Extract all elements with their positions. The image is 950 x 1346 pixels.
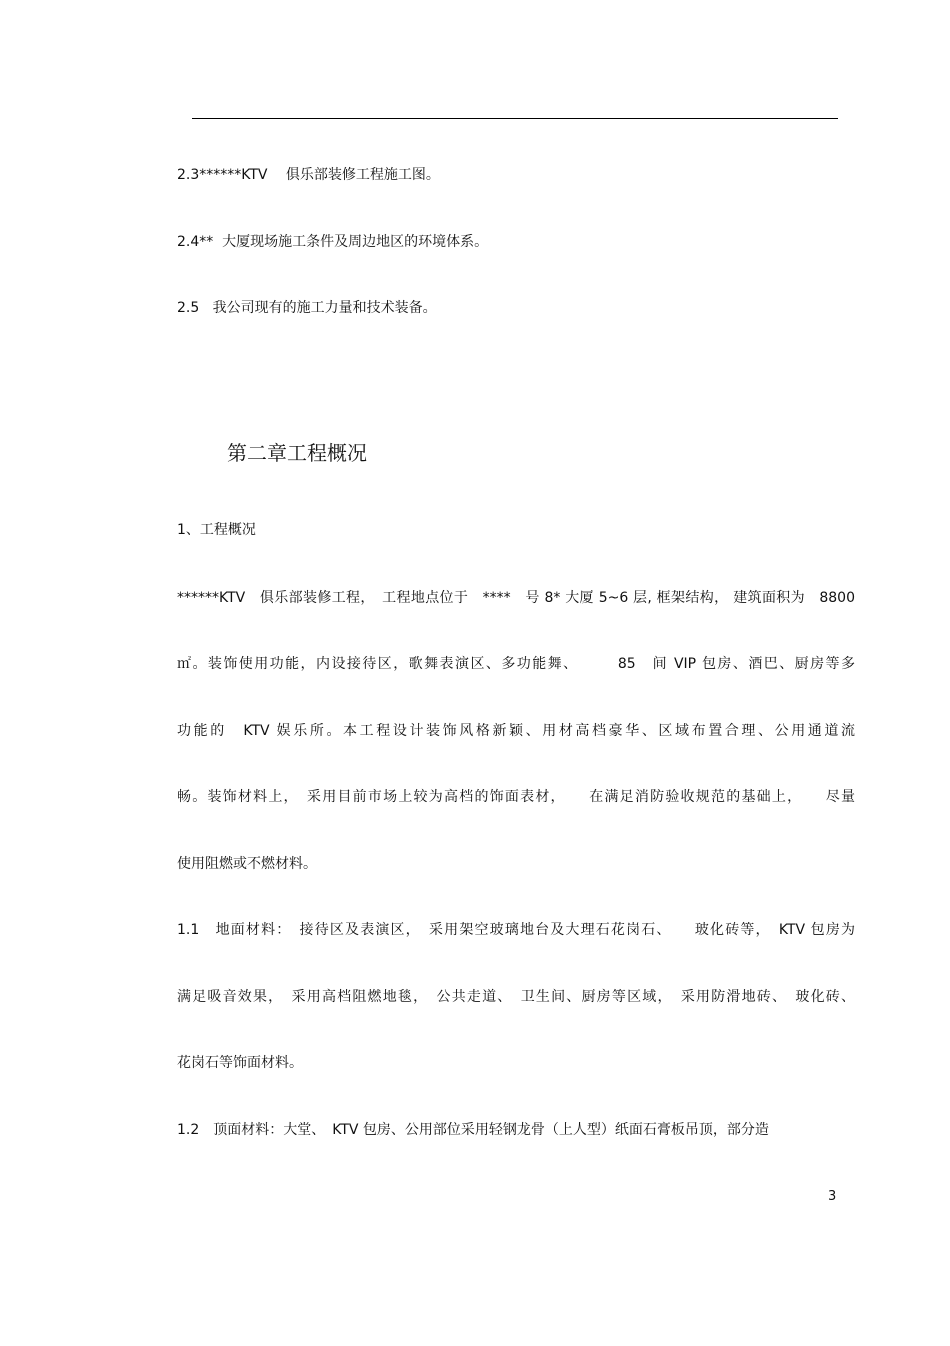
section-heading: 1、工程概况	[177, 522, 256, 538]
floor-materials-line: 满足吸音效果， 采用高档阻燃地毯， 公共走道、 卫生间、厨房等区域， 采用防滑地砖、 玻化砖、	[177, 989, 855, 1005]
reference-item-2-4: 2.4** 大厦现场施工条件及周边地区的环境体系。	[177, 234, 489, 250]
chapter-title: 第二章工程概况	[227, 441, 367, 465]
overview-line: ******KTV 俱乐部装修工程， 工程地点位于 **** 号 8* 大厦 5~6 层, 框架结构， 建筑面积为 8800	[177, 590, 855, 606]
page-number: 3	[828, 1189, 837, 1204]
floor-materials-line: 花岗石等饰面材料。	[177, 1055, 303, 1071]
header-rule	[192, 118, 838, 119]
reference-item-2-3: 2.3******KTV 俱乐部装修工程施工图。	[177, 167, 440, 183]
reference-item-2-5: 2.5 我公司现有的施工力量和技术装备。	[177, 300, 437, 316]
overview-line: 畅。装饰材料上， 采用目前市场上较为高档的饰面表材， 在满足消防验收规范的基础上， 尽量	[177, 789, 855, 805]
overview-line: 使用阻燃或不燃材料。	[177, 856, 317, 872]
floor-materials-line: 1.1 地面材料： 接待区及表演区， 采用架空玻璃地台及大理石花岗石、 玻化砖等， KTV 包房为	[177, 922, 855, 938]
ceiling-materials-line: 1.2 顶面材料：大堂、 KTV 包房、公用部位采用轻钢龙骨（上人型）纸面石膏板吊顶，部分造	[177, 1122, 769, 1138]
overview-line: 功能的 KTV 娱乐所。本工程设计装饰风格新颖、用材高档豪华、区域布置合理、公用通道流	[177, 723, 855, 739]
overview-line: ㎡。装饰使用功能，内设接待区，歌舞表演区、多功能舞、 85 间 VIP 包房、酒巴、厨房等多	[177, 656, 855, 672]
